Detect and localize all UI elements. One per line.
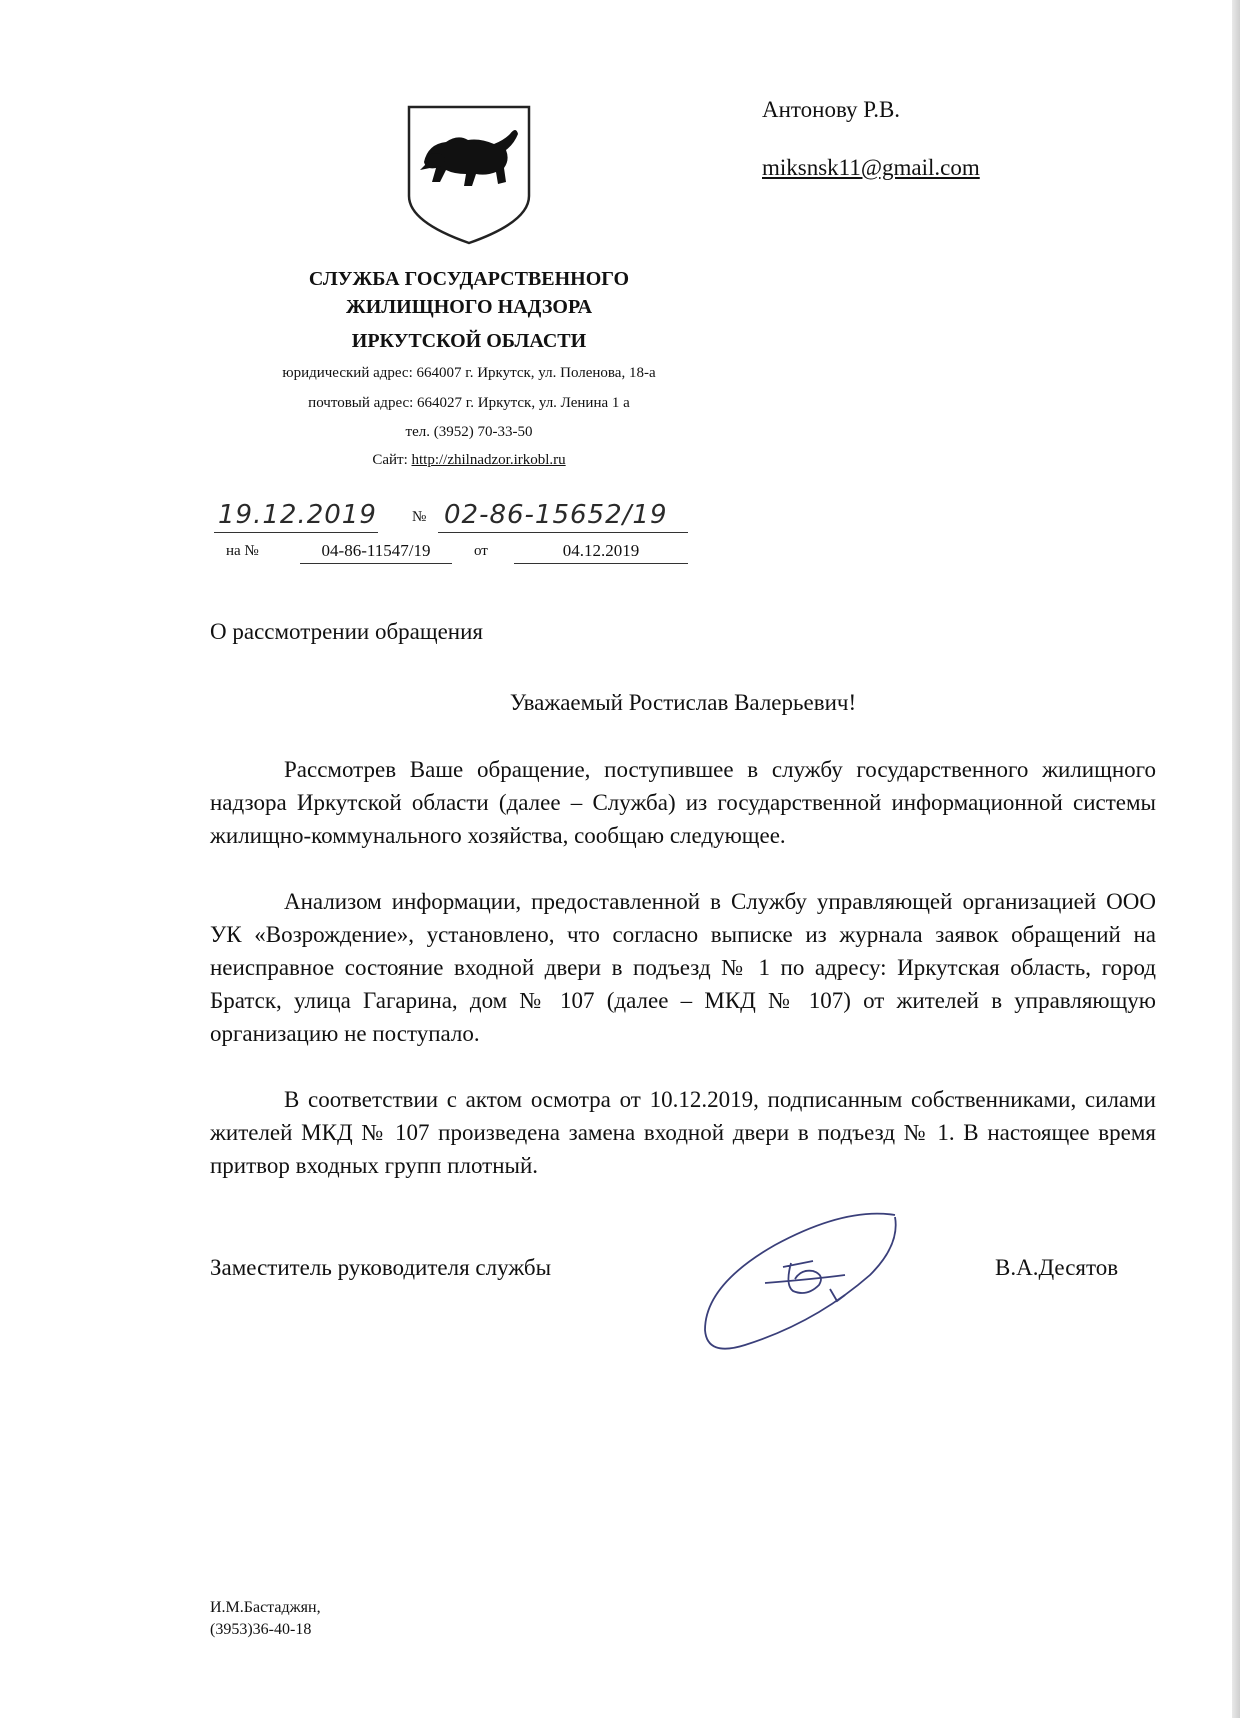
body-paragraph-3: В соответствии с актом осмотра от 10.12.2019, подписанным собственниками, силами жителей МКД № 107 произведена замена входной двери в подъезд № 1. В настоящее время притвор входных групп плотный. [210,1087,1156,1178]
site-link[interactable]: http://zhilnadzor.irkobl.ru [411,452,566,468]
signatory-name: В.А.Десятов [995,1255,1119,1280]
reg-date-underline [214,532,378,533]
reg-number-underline [438,532,688,533]
letter-subject: О рассмотрении обращения [210,619,483,644]
ref-number: 04-86-11547/19 [321,541,431,560]
ref-from-label: от [474,543,488,559]
page-edge [1232,0,1240,1718]
coat-of-arms-emblem [406,104,532,246]
ref-date: 04.12.2019 [562,541,640,560]
handwritten-signature [695,1205,915,1365]
ref-number-underline [300,563,452,564]
signatory-title: Заместитель руководителя службы [210,1255,552,1280]
reg-number-handwritten: 02-86-15652/19 [444,500,668,530]
phone: тел. (3952) 70-33-50 [405,424,533,440]
executor-phone: (3953)36-40-18 [210,1621,312,1638]
body-paragraph-1: Рассмотрев Ваше обращение, поступившее в службу государственного жилищного надзора Иркутской области (далее – Служба) из государственной информационной системы жилищно-коммунального хозяйства, сообщаю следующее. [210,757,1156,848]
body-paragraph-2: Анализом информации, предоставленной в Службу управляющей организацией ООО УК «Возрождение», установлено, что согласно выписке из журнала заявок обращений на неисправное состояние входной двери в подъезд № 1 по адресу: Иркутская область, город Братск, улица Гагарина, дом № 107 (далее – МКД № 107) от жителей в управляющую организацию не поступало. [210,889,1156,1046]
reg-number-sign: № [412,509,427,525]
org-title-line3: ИРКУТСКОЙ ОБЛАСТИ [351,330,587,352]
addressee-email[interactable]: miksnsk11@gmail.com [762,155,980,180]
site-label: Сайт: [372,452,408,468]
addressee-name: Антонову Р.В. [762,97,901,122]
letter-greeting: Уважаемый Ростислав Валерьевич! [509,690,857,715]
org-title-line2: ЖИЛИЩНОГО НАДЗОРА [345,296,593,318]
legal-address: юридический адрес: 664007 г. Иркутск, ул. Поленова, 18-а [282,365,656,381]
ref-label: на № [226,543,259,559]
executor-name: И.М.Бастаджян, [210,1599,321,1616]
org-title-line1: СЛУЖБА ГОСУДАРСТВЕННОГО [308,268,630,290]
reg-date-handwritten: 19.12.2019 [218,500,377,530]
site-line [200,450,738,470]
ref-date-underline [514,563,688,564]
postal-address: почтовый адрес: 664027 г. Иркутск, ул. Ленина 1 а [308,395,630,411]
